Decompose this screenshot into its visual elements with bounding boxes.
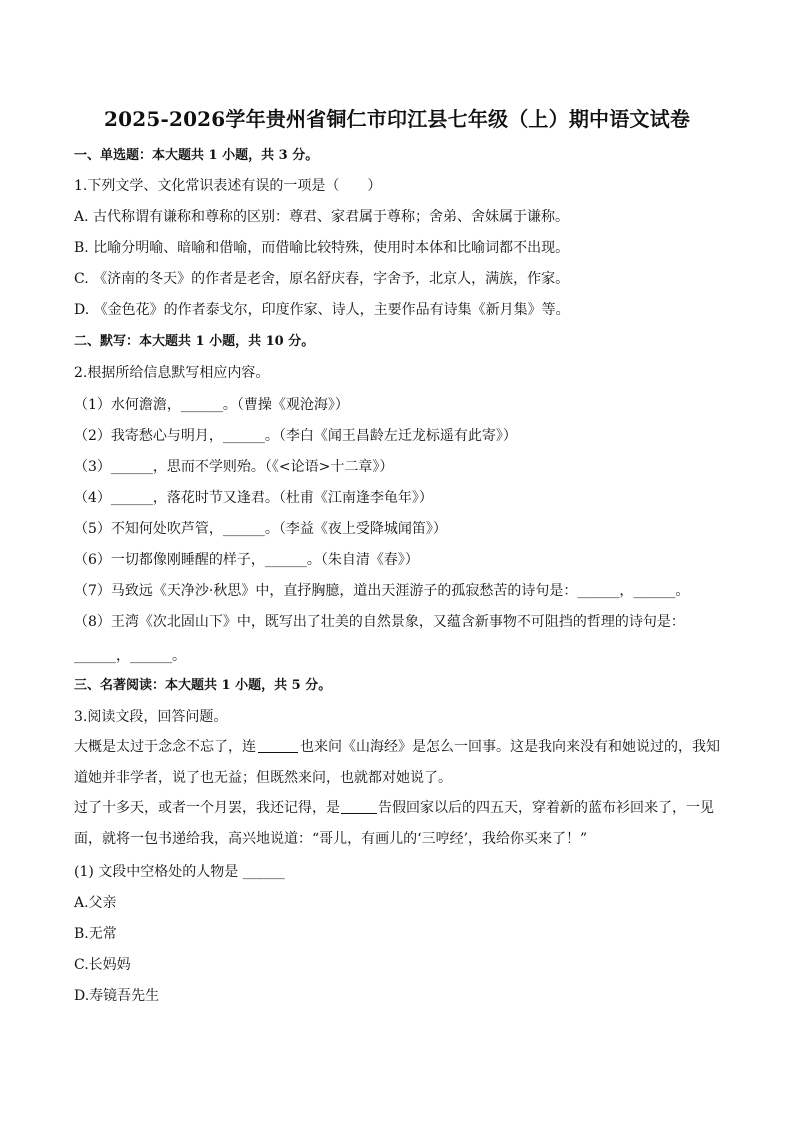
question-2-item-3: （3）______，思而不学则殆。（《<论语>十二章》） [74, 459, 394, 475]
section-heading-single-choice: 一、单选题：本大题共 1 小题，共 3 分。 [74, 148, 319, 163]
question-2-item-6: （6）一切都像刚睡醒的样子，______。（朱自清《春》） [74, 552, 419, 568]
answer-blank [341, 799, 377, 814]
reading-paragraph-1 [74, 732, 724, 794]
question-2-item-2: （2）我寄愁心与明月，______。（李白《闻王昌龄左迁龙标遥有此寄》） [74, 428, 517, 444]
reading-paragraph-1-end: 也来问《山海经》是怎么一回事。这是我向来没有和她说过的，我知道她并非学者，说了也无益；但既然来问，也就都对她说了。 [74, 739, 720, 786]
section-heading-classics-reading: 三、名著阅读：本大题共 1 小题，共 5 分。 [74, 678, 332, 693]
question-1-stem: 1.下列文学、文化常识表述有误的一项是（ ） [74, 178, 382, 194]
section-heading-dictation: 二、默写：本大题共 1 小题，共 10 分。 [74, 334, 315, 349]
question-3-option-a: A.父亲 [74, 895, 117, 911]
reading-paragraph-1-start: 大概是太过于念念不忘了，连 [74, 739, 256, 755]
answer-blank [258, 738, 298, 753]
question-1-option-d: D. 《金色花》的作者泰戈尔，印度作家、诗人，主要作品有诗集《新月集》等。 [74, 302, 570, 318]
reading-paragraph-2-start: 过了十多天，或者一个月罢，我还记得，是 [74, 800, 340, 816]
question-2-item-5: （5）不知何处吹芦管，______。（李益《夜上受降城闻笛》） [74, 521, 447, 537]
page-title: 2025-2026学年贵州省铜仁市印江县七年级（上）期中语文试卷 [103, 107, 691, 131]
reading-paragraph-2-end: 告假回家以后的四五天，穿着新的蓝布衫回来了，一见面，就将一包书递给我，高兴地说道：“哥儿，有画儿的‘三哼经’，我给你买来了！” [74, 800, 714, 847]
question-1-option-a: A. 古代称谓有谦称和尊称的区别：尊君、家君属于尊称；舍弟、舍妹属于谦称。 [74, 209, 570, 225]
question-2-item-1: （1）水何澹澹，______。（曹操《观沧海》） [74, 397, 349, 413]
question-3-option-c: C.长妈妈 [74, 957, 131, 973]
question-3-stem: 3.阅读文段，回答问题。 [74, 709, 228, 725]
question-2-item-4: （4）______，落花时节又逢君。（杜甫《江南逢李龟年》） [74, 490, 433, 506]
question-2-stem: 2.根据所给信息默写相应内容。 [74, 365, 270, 381]
question-2-item-8-blanks: ______，______。 [74, 648, 186, 664]
question-3-sub-1: (1) 文段中空格处的人物是 ______ [74, 864, 285, 880]
question-3-option-d: D.寿镜吾先生 [74, 988, 160, 1004]
question-1-option-c: C. 《济南的冬天》的作者是老舍，原名舒庆春，字舍予，北京人，满族，作家。 [74, 271, 570, 287]
question-1-option-b: B. 比喻分明喻、暗喻和借喻，而借喻比较特殊，使用时本体和比喻词都不出现。 [74, 240, 570, 256]
question-3-option-b: B.无常 [74, 926, 117, 942]
question-2-item-8: （8）王湾《次北固山下》中，既写出了壮美的自然景象，又蕴含新事物不可阻挡的哲理的诗句是： [74, 614, 685, 630]
reading-paragraph-2 [74, 793, 724, 855]
question-2-item-7: （7）马致远《天净沙·秋思》中，直抒胸臆，道出天涯游子的孤寂愁苦的诗句是：______，______。 [74, 583, 690, 599]
